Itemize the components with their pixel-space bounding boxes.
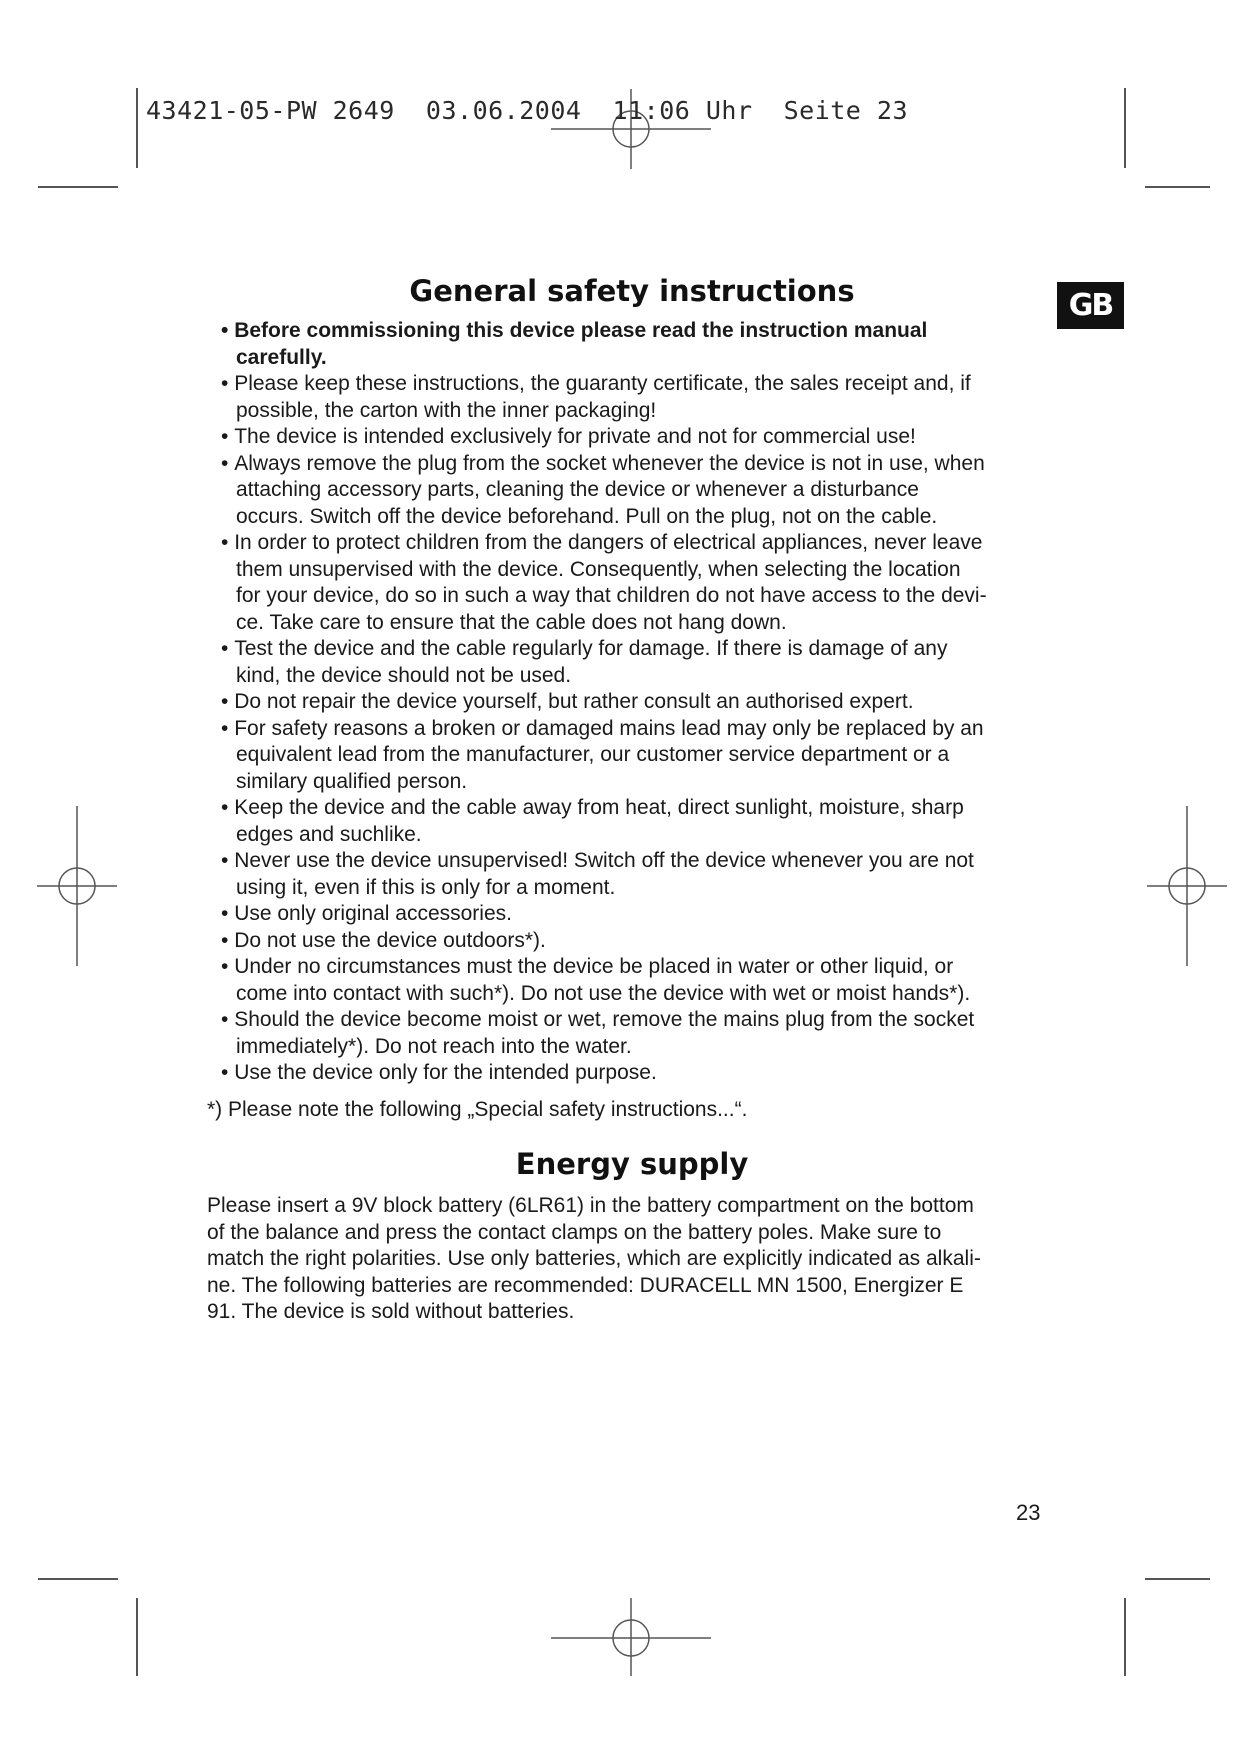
- page-number: 23: [1016, 1500, 1041, 1525]
- list-item: • Under no circumstances must the device be placed in water or other liquid, or come into contact with such*). Do not use the device with wet or moist hands*).: [207, 954, 1057, 1007]
- list-item: • Do not use the device outdoors*).: [207, 928, 1057, 955]
- safety-list: [207, 318, 1057, 1087]
- list-item: • Do not repair the device yourself, but rather consult an authorised expert.: [207, 689, 1057, 716]
- energy-paragraph: Please insert a 9V block battery (6LR61) in the battery compartment on the bottom of the balance and press the contact clamps on the battery poles. Make sure to match the right polarities. Use only batteries, which are explicitly indicated as alkali- ne. The following batteries are recommended: DURACELL MN 1500, Energizer E 91. The device is sold without batteries.: [207, 1194, 981, 1323]
- print-slug: 43421-05-PW 2649 03.06.2004 11:06 Uhr Seite 23: [146, 96, 909, 125]
- language-tab: GB: [1057, 282, 1124, 329]
- list-item: • Please keep these instructions, the guaranty certificate, the sales receipt and, if possible, the carton with the inner packaging!: [207, 371, 1057, 424]
- list-item: • In order to protect children from the dangers of electrical appliances, never leave them unsupervised with the device. Consequently, when selecting the location for your device, do so in such a way that children do not have access to the devi- ce. Take care to ensure that the cable does not hang down.: [207, 530, 1057, 636]
- energy-heading: Energy supply: [515, 1147, 749, 1181]
- list-item: • The device is intended exclusively for private and not for commercial use!: [207, 424, 1057, 451]
- safety-heading: General safety instructions: [409, 274, 855, 308]
- list-item: • Should the device become moist or wet, remove the mains plug from the socket immediately*). Do not reach into the water.: [207, 1007, 1057, 1060]
- list-item: • Test the device and the cable regularly for damage. If there is damage of any kind, the device should not be used.: [207, 636, 1057, 689]
- page-content: [207, 274, 1057, 1326]
- list-item: • Keep the device and the cable away from heat, direct sunlight, moisture, sharp edges and suchlike.: [207, 795, 1057, 848]
- list-item: • Always remove the plug from the socket whenever the device is not in use, when attaching accessory parts, cleaning the device or whenever a disturbance occurs. Switch off the device beforehand. Pull on the plug, not on the cable.: [207, 451, 1057, 531]
- safety-footnote: *) Please note the following „Special safety instructions...“.: [207, 1097, 748, 1121]
- list-item: • Use the device only for the intended purpose.: [207, 1060, 1057, 1087]
- list-item: • Use only original accessories.: [207, 901, 1057, 928]
- list-item: • For safety reasons a broken or damaged mains lead may only be replaced by an equivalent lead from the manufacturer, our customer service department or a similary qualified person.: [207, 716, 1057, 796]
- list-item: • Before commissioning this device please read the instruction manual carefully.: [207, 318, 1057, 371]
- list-item: • Never use the device unsupervised! Switch off the device whenever you are not using it, even if this is only for a moment.: [207, 848, 1057, 901]
